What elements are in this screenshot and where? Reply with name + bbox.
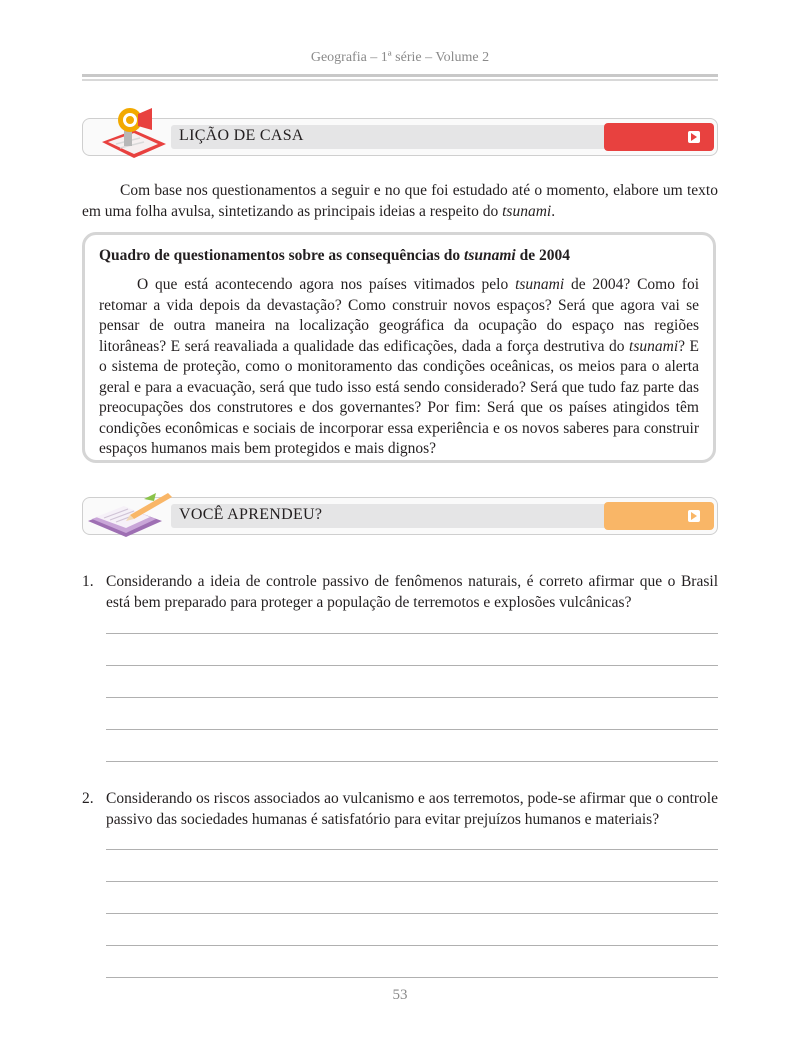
- header-rule: [82, 74, 718, 77]
- answer-line[interactable]: [106, 761, 718, 762]
- question-text: Considerando os riscos associados ao vulcanismo e aos terremotos, pode-se afirmar que o controle passivo das sociedades humanas é satisfatório para evitar prejuízos humanos e materiais?: [106, 790, 718, 828]
- homework-section-title: LIÇÃO DE CASA: [179, 127, 304, 144]
- header-rule-secondary: [82, 79, 718, 81]
- arrow-right-icon: [688, 131, 700, 143]
- answer-line[interactable]: [106, 881, 718, 882]
- megaphone-icon: [94, 104, 170, 164]
- notebook-pencil-icon: [84, 487, 176, 545]
- answer-line[interactable]: [106, 633, 718, 634]
- running-header: Geografia – 1ª série – Volume 2: [310, 50, 490, 65]
- answer-line[interactable]: [106, 697, 718, 698]
- learned-section-tag: [604, 502, 714, 530]
- homework-section-bar: [82, 118, 718, 156]
- homework-section-tag: [604, 123, 714, 151]
- questions-frame-title: Quadro de questionamentos sobre as consequências do tsunami de 2004: [99, 247, 570, 264]
- question-2: [82, 788, 718, 830]
- answer-line[interactable]: [106, 729, 718, 730]
- answer-line[interactable]: [106, 913, 718, 914]
- questions-frame: [82, 232, 716, 463]
- question-text: Considerando a ideia de controle passivo de fenômenos naturais, é correto afirmar que o Brasil está bem preparado para proteger a população de terremotos e explosões vulcânicas?: [106, 573, 718, 611]
- answer-line[interactable]: [106, 977, 718, 978]
- answer-line[interactable]: [106, 945, 718, 946]
- question-number: 1.: [82, 573, 94, 590]
- homework-instructions: Com base nos questionamentos a seguir e no que foi estudado até o momento, elabore um texto em uma folha avulsa, sintetizando as principais ideias a respeito do tsunami.: [82, 182, 718, 220]
- learned-section-title: VOCÊ APRENDEU?: [179, 506, 323, 523]
- answer-line[interactable]: [106, 849, 718, 850]
- answer-line[interactable]: [106, 665, 718, 666]
- question-number: 2.: [82, 790, 94, 807]
- questions-frame-text: O que está acontecendo agora nos países vitimados pelo tsunami de 2004? Como foi retomar a vida depois da devastação? Como construir novos espaços? Será que agora vai se pensar de outra maneira na localização geográfica da ocupação do espaço nas regiões litorâneas? E será reavaliada a qualidade das edificações, dada a força destrutiva do tsunami? E o sistema de proteção, como o monitoramento das condições oceânicas, os meios para o alerta geral e para a evacuação, será que tudo isso está sendo considerado? Será que tudo faz parte das preocupações dos construtores e dos governantes? Por fim: Será que os países atingidos têm condições econômicas e sociais de incorporar essa experiência e os novos saberes para construir espaços humanos mais bem protegidos e mais dignos?: [99, 276, 700, 457]
- page-number: 53: [392, 987, 408, 1003]
- question-1: [82, 571, 718, 613]
- arrow-right-icon: [688, 510, 700, 522]
- learned-section-bar: [82, 497, 718, 535]
